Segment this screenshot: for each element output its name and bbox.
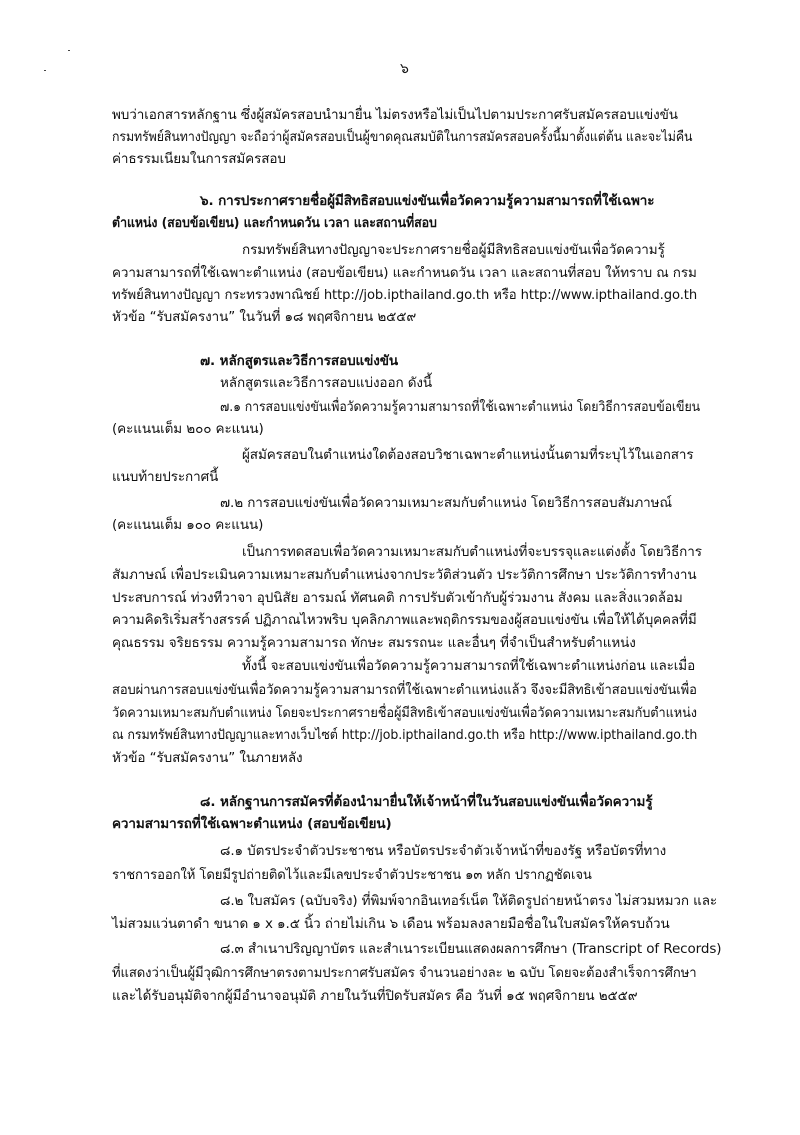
body-text-line: ราชการออกให้ โดยมีรูปถ่ายติดไว้และมีเลขประจำตัวประชาชน ๑๓ หลัก ปรากฏชัดเจน [112,867,592,883]
body-text-line: กรมทรัพย์สินทางปัญญาจะประกาศรายชื่อผู้มีสิทธิสอบแข่งขันเพื่อวัดความรู้ [242,242,665,258]
body-text-line: หัวข้อ “รับสมัครงาน” ในภายหลัง [112,750,303,766]
body-text-line: ประสบการณ์ ท่วงทีวาจา อุปนิสัย อารมณ์ ทัศนคติ การปรับตัวเข้ากับผู้ร่วมงาน สังคม และสิ่งแวดล้อม [112,590,683,606]
body-text-line: ไม่สวมแว่นตาดำ ขนาด ๑ x ๑.๕ นิ้ว ถ่ายไม่เกิน ๖ เดือน พร้อมลงลายมือชื่อในใบสมัครให้ครบถ้วน [112,916,670,932]
body-text-line: ณ กรมทรัพย์สินทางปัญญาและทางเว็บไซต์ http://job.ipthailand.go.th หรือ http://www.ipthailand.go.th [112,727,698,743]
body-text-line: วัดความเหมาะสมกับตำแหน่ง โดยจะประกาศรายชื่อผู้มีสิทธิเข้าสอบแข่งขันเพื่อวัดความเหมาะสมกับตำแหน่ง [112,705,697,721]
section-heading: ๗. หลักสูตรและวิธีการสอบแข่งขัน [200,353,399,369]
body-text-line: ๘.๑ บัตรประจำตัวประชาชน หรือบัตรประจำตัวเจ้าหน้าที่ของรัฐ หรือบัตรที่ทาง [220,843,667,859]
body-text-line: ความสามารถที่ใช้เฉพาะตำแหน่ง (สอบข้อเขียน) และกำหนดวัน เวลา และสถานที่สอบ ให้ทราบ ณ กรม [112,265,697,281]
body-text-line: ค่าธรรมเนียมในการสมัครสอบ [112,151,286,167]
body-text-line: ๘.๒ ใบสมัคร (ฉบับจริง) ที่พิมพ์จากอินเทอร์เน็ต ให้ติดรูปถ่ายหน้าตรง ไม่สวมหมวก และ [220,893,718,909]
body-text-line: และได้รับอนุมัติจากผู้มีอำนาจอนุมัติ ภายในวันที่ปิดรับสมัคร คือ วันที่ ๑๕ พฤศจิกายน ๒๕๕๙ [112,988,638,1004]
body-text-line: หัวข้อ “รับสมัครงาน” ในวันที่ ๑๘ พฤศจิกายน ๒๕๕๙ [112,309,417,325]
body-text-line: ทั้งนี้ จะสอบแข่งขันเพื่อวัดความรู้ความสามารถที่ใช้เฉพาะตำแหน่งก่อน และเมื่อ [242,658,696,674]
body-text-line: สัมภาษณ์ เพื่อประเมินความเหมาะสมกับตำแหน่งจากประวัติส่วนตัว ประวัติการศึกษา ประวัติการทำงาน [112,567,697,583]
body-text-line: (คะแนนเต็ม ๒๐๐ คะแนน) [112,421,264,437]
body-text-line: ทรัพย์สินทางปัญญา กระทรวงพาณิชย์ http://job.ipthailand.go.th หรือ http://www.ipthailand.go.th [112,287,698,303]
body-text-line: ผู้สมัครสอบในตำแหน่งใดต้องสอบวิชาเฉพาะตำแหน่งนั้นตามที่ระบุไว้ในเอกสาร [242,447,694,463]
section-heading: ความสามารถที่ใช้เฉพาะตำแหน่ง (สอบข้อเขียน) [112,816,392,832]
body-text-line: ที่แสดงว่าเป็นผู้มีวุฒิการศึกษาตรงตามประกาศรับสมัคร จำนวนอย่างละ ๒ ฉบับ โดยจะต้องสำเร็จการศึกษา [112,965,697,981]
body-text-line: แนบท้ายประกาศนี้ [112,469,219,485]
section-heading: ๖. การประกาศรายชื่อผู้มีสิทธิสอบแข่งขันเพื่อวัดความรู้ความสามารถที่ใช้เฉพาะ [200,193,655,209]
page-number: ๖ [400,61,409,77]
body-text-line: พบว่าเอกสารหลักฐาน ซึ่งผู้สมัครสอบนำมายื่น ไม่ตรงหรือไม่เป็นไปตามประกาศรับสมัครสอบแข่งขัน [112,107,678,123]
body-text-line: ๗.๒ การสอบแข่งขันเพื่อวัดความเหมาะสมกับตำแหน่ง โดยวิธีการสอบสัมภาษณ์ [220,495,672,511]
section-heading: ๘. หลักฐานการสมัครที่ต้องนำมายื่นให้เจ้าหน้าที่ในวันสอบแข่งขันเพื่อวัดความรู้ [200,794,653,810]
body-text-line: เป็นการทดสอบเพื่อวัดความเหมาะสมกับตำแหน่งที่จะบรรจุและแต่งตั้ง โดยวิธีการ [242,544,702,560]
body-text-line: สอบผ่านการสอบแข่งขันเพื่อวัดความรู้ความสามารถที่ใช้เฉพาะตำแหน่งแล้ว จึงจะมีสิทธิเข้าสอบแข่งขันเพื่อ [112,682,697,698]
section-heading: ตำแหน่ง (สอบข้อเขียน) และกำหนดวัน เวลา และสถานที่สอบ [112,215,437,231]
body-text-line: (คะแนนเต็ม ๑๐๐ คะแนน) [112,517,264,533]
body-text-line: คุณธรรม จริยธรรม ความรู้ความสามารถ ทักษะ สมรรถนะ และอื่นๆ ที่จำเป็นสำหรับตำแหน่ง [112,635,636,651]
body-text-line: หลักสูตรและวิธีการสอบแบ่งออก ดังนี้ [220,375,433,391]
body-text-line: ๘.๓ สำเนาปริญญาบัตร และสำเนาระเบียนแสดงผลการศึกษา (Transcript of Records) [220,941,722,957]
scan-speck [68,50,70,51]
scan-speck [44,70,46,71]
body-text-line: ๗.๑ การสอบแข่งขันเพื่อวัดความรู้ความสามารถที่ใช้เฉพาะตำแหน่ง โดยวิธีการสอบข้อเขียน [220,399,700,415]
body-text-line: ความคิดริเริ่มสร้างสรรค์ ปฏิภาณไหวพริบ บุคลิกภาพและพฤติกรรมของผู้สอบแข่งขัน เพื่อให้ได้บุคคลที่มี [112,612,697,628]
body-text-line: กรมทรัพย์สินทางปัญญา จะถือว่าผู้สมัครสอบเป็นผู้ขาดคุณสมบัติในการสมัครสอบครั้งนี้มาตั้งแต่ต้น และจะไม่คืน [112,129,693,145]
